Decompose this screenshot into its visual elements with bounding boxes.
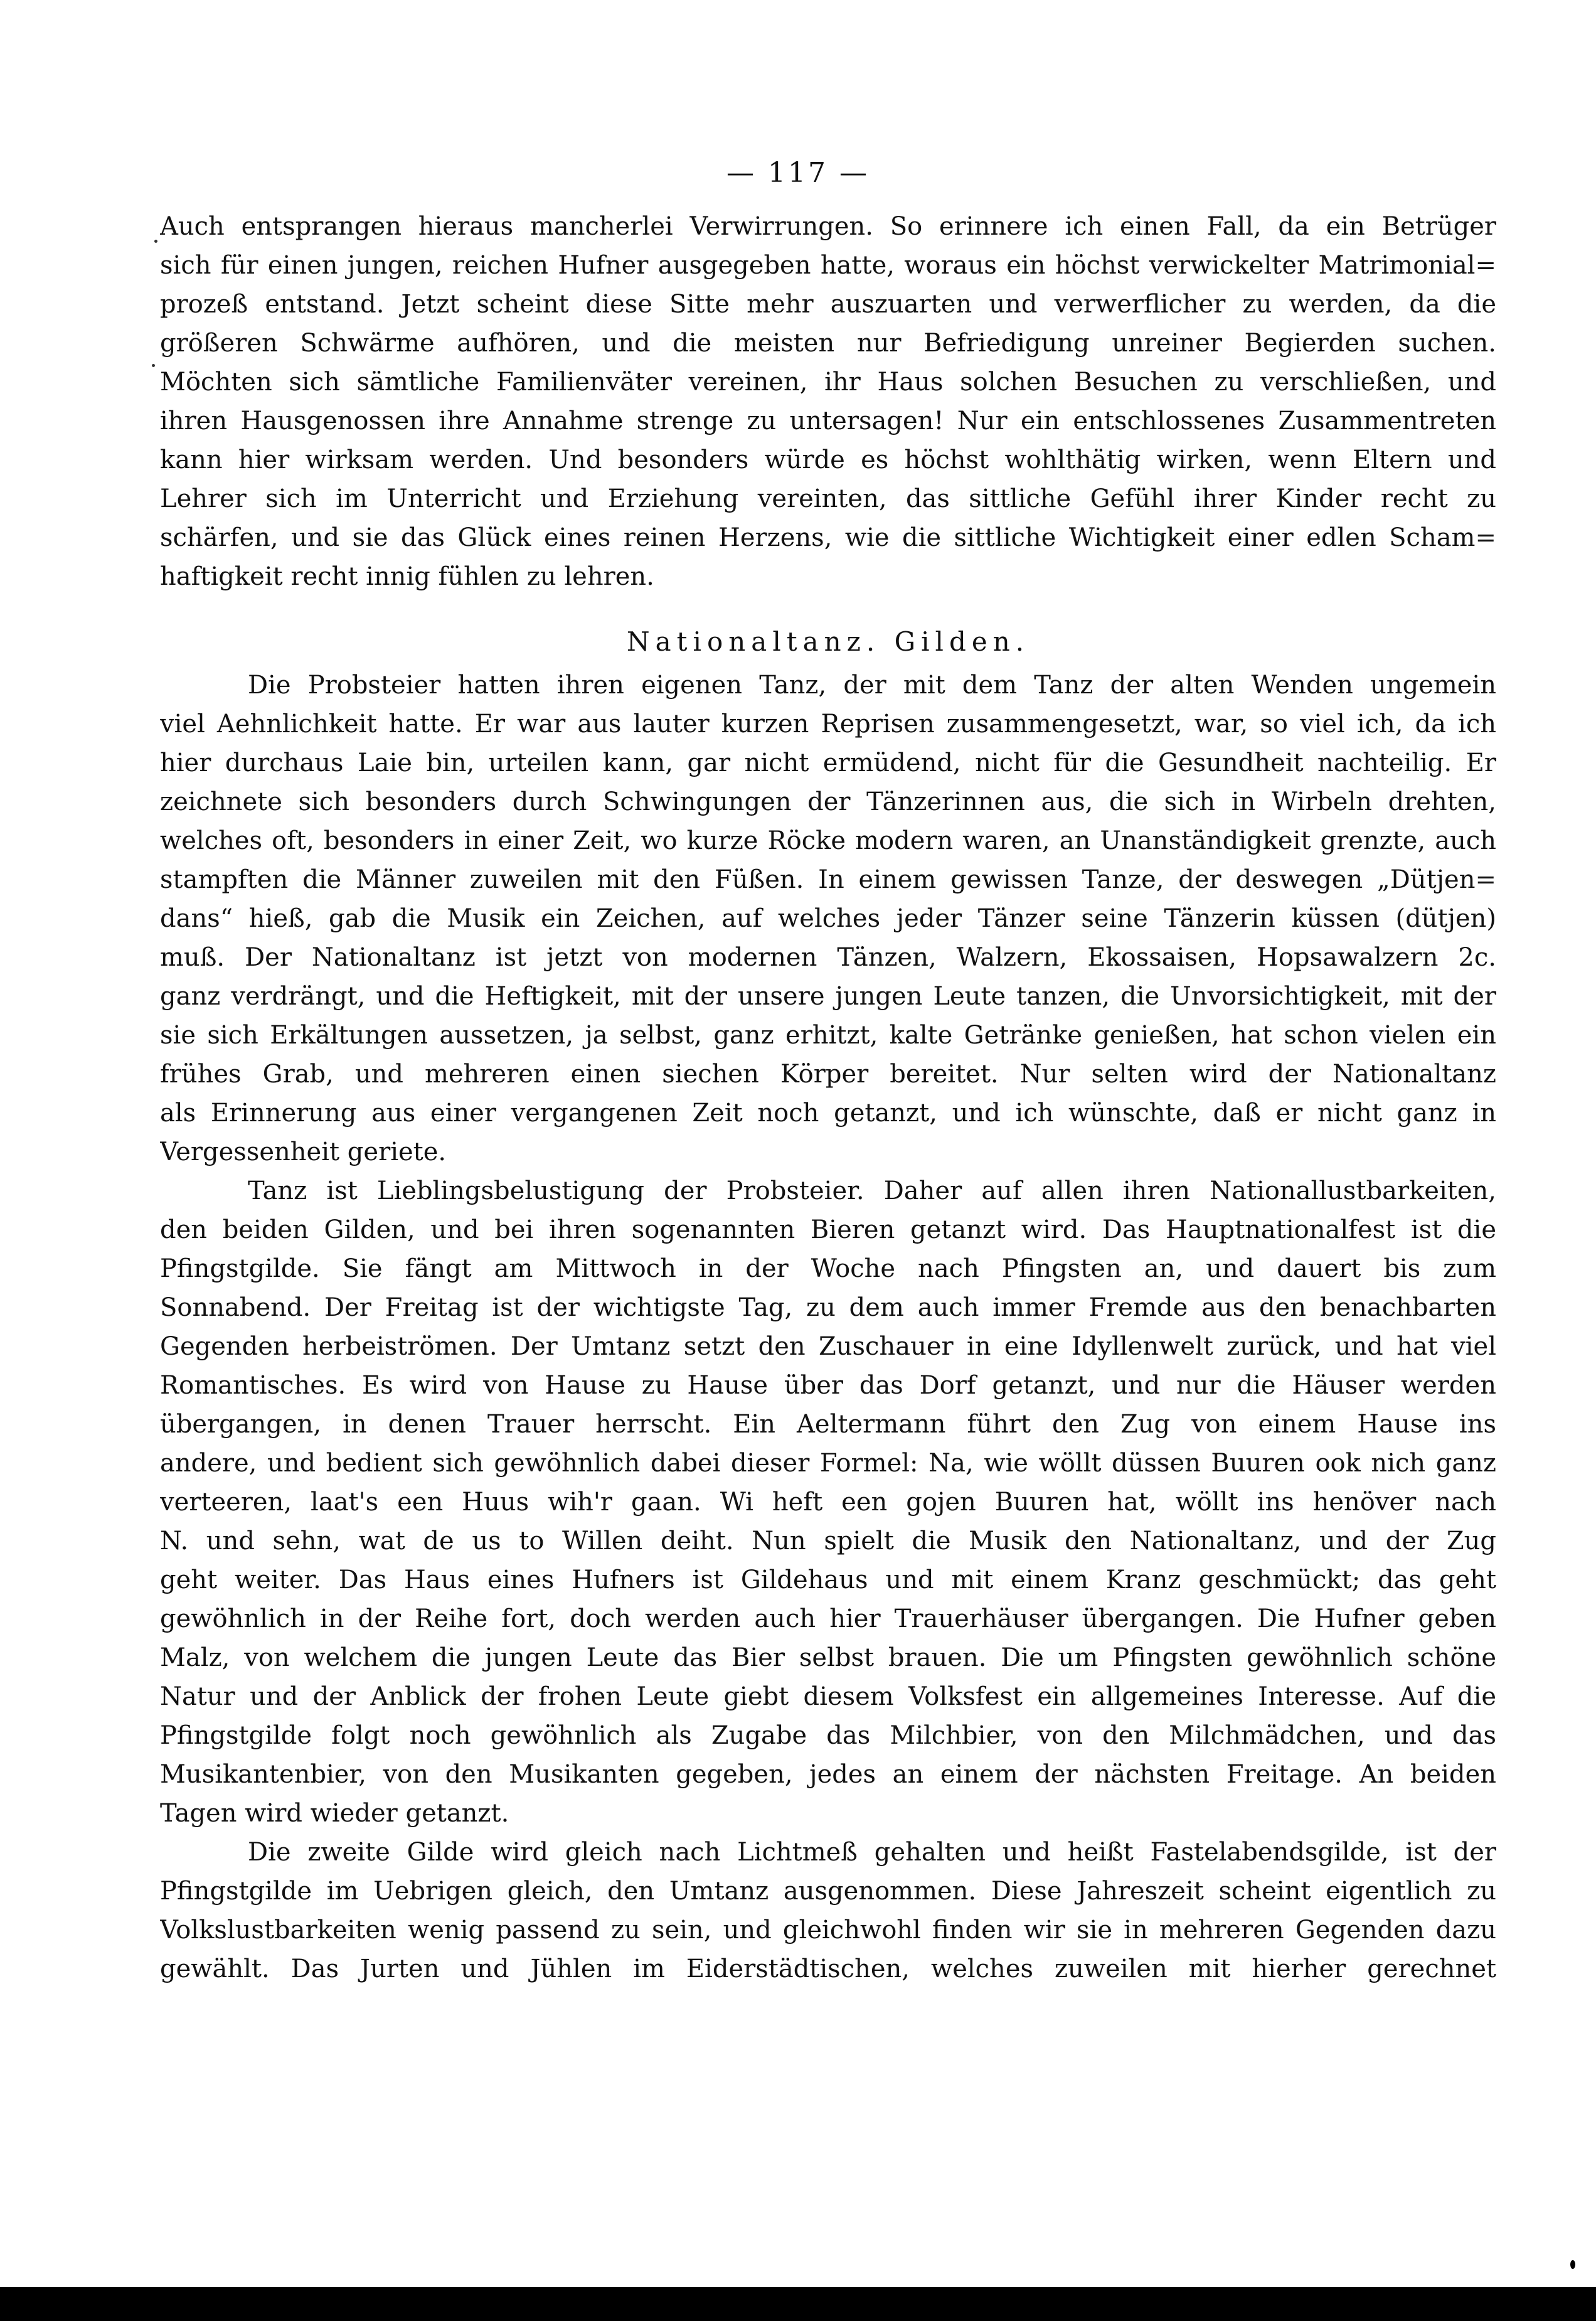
section-heading: Nationaltanz. Gilden. — [626, 626, 1030, 657]
paragraph-pfingstgilde — [160, 1171, 1496, 1833]
text-line: Volkslustbarkeiten wenig passend zu sein, und gleichwohl finden wir sie in mehreren Gegenden dazu — [160, 1916, 1496, 1945]
intro-text-block — [160, 207, 1496, 596]
text-line: verteeren, laat's een Huus wih'r gaan. Wi heft een gojen Buuren hat, wöllt ins henöver nach — [160, 1488, 1496, 1517]
text-line: übergangen, in denen Trauer herrscht. Ein Aeltermann führt den Zug von einem Hause ins — [160, 1410, 1496, 1439]
text-line: Möchten sich sämtliche Familienväter vereinen, ihr Haus solchen Besuchen zu verschließen, und — [160, 368, 1496, 397]
scan-speck — [1570, 2260, 1575, 2269]
text-line: viel Aehnlichkeit hatte. Er war aus lauter kurzen Reprisen zusammengesetzt, war, so viel ich, da ich — [160, 710, 1496, 739]
text-line: zeichnete sich besonders durch Schwingungen der Tänzerinnen aus, die sich in Wirbeln drehten, — [160, 787, 1496, 816]
text-line: den beiden Gilden, und bei ihren sogenannten Bieren getanzt wird. Das Hauptnationalfest ist die — [160, 1215, 1496, 1244]
margin-speck — [154, 240, 157, 243]
text-line: Natur und der Anblick der frohen Leute giebt diesem Volksfest ein allgemeines Interesse. Auf die — [160, 1682, 1496, 1711]
text-line: geht weiter. Das Haus eines Hufners ist Gildehaus und mit einem Kranz geschmückt; das geht — [160, 1566, 1496, 1594]
text-line: Musikantenbier, von den Musikanten gegeben, jedes an einem der nächsten Freitage. An beiden — [160, 1760, 1496, 1789]
text-line: sich für einen jungen, reichen Hufner ausgegeben hatte, woraus ein höchst verwickelter Matrimonial= — [160, 251, 1496, 280]
text-line: andere, und bedient sich gewöhnlich dabei dieser Formel: Na, wie wöllt düssen Buuren ook nich ganz — [160, 1449, 1496, 1478]
text-line: Die Probsteier hatten ihren eigenen Tanz, der mit dem Tanz der alten Wenden ungemein — [248, 671, 1496, 700]
text-line: Tanz ist Lieblingsbelustigung der Probsteier. Daher auf allen ihren Nationallustbarkeiten, — [248, 1177, 1496, 1205]
text-line: Auch entsprangen hieraus mancherlei Verwirrungen. So erinnere ich einen Fall, da ein Betrüger — [160, 212, 1496, 241]
paragraph-fastelabendsgilde — [160, 1833, 1496, 1988]
page-number: — 117 — — [726, 157, 870, 189]
text-line: frühes Grab, und mehreren einen siechen Körper bereitet. Nur selten wird der Nationaltanz — [160, 1060, 1496, 1089]
text-line: Pfingstgilde im Uebrigen gleich, den Umtanz ausgenommen. Diese Jahreszeit scheint eigentlich zu — [160, 1877, 1496, 1906]
text-line: Pfingstgilde folgt noch gewöhnlich als Zugabe das Milchbier, von den Milchmädchen, und das — [160, 1721, 1496, 1750]
text-line: schärfen, und sie das Glück eines reinen Herzens, wie die sittliche Wichtigkeit einer edlen Scham= — [160, 523, 1496, 552]
text-line: welches oft, besonders in einer Zeit, wo kurze Röcke modern waren, an Unanständigkeit grenzte, auch — [160, 826, 1496, 855]
section-body — [160, 618, 1496, 1988]
text-line: gewöhnlich in der Reihe fort, doch werden auch hier Trauerhäuser übergangen. Die Hufner geben — [160, 1604, 1496, 1633]
text-line: haftigkeit recht innig fühlen zu lehren. — [160, 562, 654, 591]
text-line: hier durchaus Laie bin, urteilen kann, gar nicht ermüdend, nicht für die Gesundheit nachteilig. Er — [160, 749, 1496, 777]
text-line: sie sich Erkältungen aussetzen, ja selbst, ganz erhitzt, kalte Getränke genießen, hat schon vielen ein — [160, 1021, 1496, 1050]
text-line: Sonnabend. Der Freitag ist der wichtigste Tag, zu dem auch immer Fremde aus den benachbarten — [160, 1293, 1496, 1322]
margin-speck — [152, 364, 155, 367]
text-line: Lehrer sich im Unterricht und Erziehung vereinten, das sittliche Gefühl ihrer Kinder recht zu — [160, 484, 1496, 513]
text-line: N. und sehn, wat de us to Willen deiht. Nun spielt die Musik den Nationaltanz, und der Zug — [160, 1527, 1496, 1555]
text-line: größeren Schwärme aufhören, und die meisten nur Befriedigung unreiner Begierden suchen. — [160, 329, 1496, 358]
text-line: dans“ hieß, gab die Musik ein Zeichen, auf welches jeder Tänzer seine Tänzerin küssen (dütjen) — [160, 904, 1496, 933]
text-line: Vergessenheit geriete. — [160, 1138, 447, 1166]
text-line: stampften die Männer zuweilen mit den Füßen. In einem gewissen Tanze, der deswegen „Dütjen= — [160, 865, 1496, 894]
text-line: Malz, von welchem die jungen Leute das Bier selbst brauen. Die um Pfingsten gewöhnlich schöne — [160, 1643, 1496, 1672]
text-line: Gegenden herbeiströmen. Der Umtanz setzt den Zuschauer in eine Idyllenwelt zurück, und hat viel — [160, 1332, 1496, 1361]
text-line: ihren Hausgenossen ihre Annahme strenge zu untersagen! Nur ein entschlossenes Zusammentreten — [160, 407, 1496, 435]
paragraph-nationaltanz — [160, 666, 1496, 1171]
text-line: gewählt. Das Jurten und Jühlen im Eiderstädtischen, welches zuweilen mit hierher gerechnet — [160, 1955, 1496, 1983]
text-line: Romantisches. Es wird von Hause zu Hause über das Dorf getanzt, und nur die Häuser werden — [160, 1371, 1496, 1400]
scan-border-bottom — [0, 2287, 1596, 2321]
text-line: Pfingstgilde. Sie fängt am Mittwoch in der Woche nach Pfingsten an, und dauert bis zum — [160, 1254, 1496, 1283]
text-line: Tagen wird wieder getanzt. — [160, 1799, 509, 1828]
text-line: ganz verdrängt, und die Heftigkeit, mit der unsere jungen Leute tanzen, die Unvorsichtigkeit, mit der — [160, 982, 1496, 1011]
text-line: prozeß entstand. Jetzt scheint diese Sitte mehr auszuarten und verwerflicher zu werden, da die — [160, 290, 1496, 319]
text-line: als Erinnerung aus einer vergangenen Zeit noch getanzt, und ich wünschte, daß er nicht ganz in — [160, 1099, 1496, 1128]
text-line: kann hier wirksam werden. Und besonders würde es höchst wohlthätig wirken, wenn Eltern und — [160, 446, 1496, 474]
text-line: Die zweite Gilde wird gleich nach Lichtmeß gehalten und heißt Fastelabendsgilde, ist der — [248, 1838, 1496, 1867]
text-line: muß. Der Nationaltanz ist jetzt von modernen Tänzen, Walzern, Ekossaisen, Hopsawalzern 2c. — [160, 943, 1496, 972]
